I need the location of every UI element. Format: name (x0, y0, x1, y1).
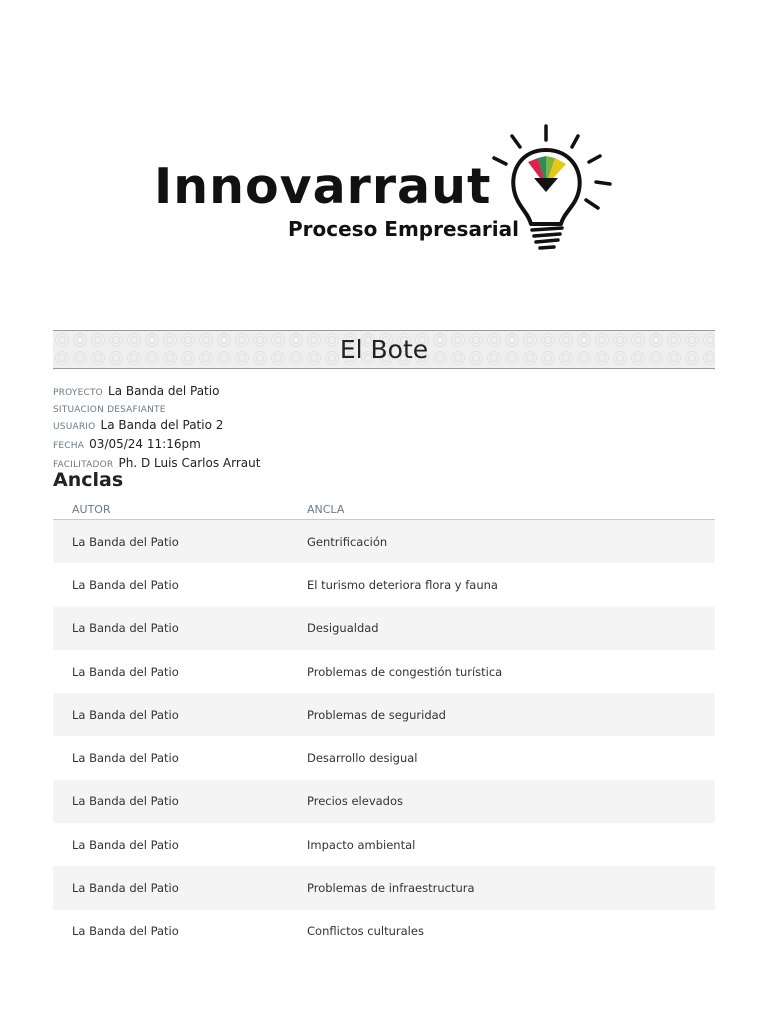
meta-label: FECHA (53, 441, 85, 451)
table-row (53, 736, 715, 779)
meta-label: PROYECTO (53, 388, 103, 398)
cell-autor: La Banda del Patio (53, 563, 307, 606)
table-row (53, 866, 715, 909)
meta-value: Ph. D Luis Carlos Arraut (118, 456, 261, 470)
cell-ancla: Problemas de congestión turística (307, 650, 715, 693)
cell-autor: La Banda del Patio (53, 866, 307, 909)
cell-ancla: Problemas de seguridad (307, 693, 715, 736)
lightbulb-icon (488, 120, 618, 255)
logo-tagline: Proceso Empresarial (288, 217, 520, 241)
table-row (53, 693, 715, 736)
cell-autor: La Banda del Patio (53, 693, 307, 736)
cell-autor: La Banda del Patio (53, 607, 307, 650)
meta-info (53, 382, 260, 473)
cell-ancla: El turismo deteriora flora y fauna (307, 563, 715, 606)
section-title: Anclas (53, 469, 124, 491)
table-header-row (53, 499, 715, 520)
cell-ancla: Problemas de infraestructura (307, 866, 715, 909)
meta-value: 03/05/24 11:16pm (89, 437, 201, 451)
meta-situacion (53, 401, 260, 416)
page-title: El Bote (339, 335, 429, 364)
cell-autor: La Banda del Patio (53, 650, 307, 693)
cell-ancla: Gentrificación (307, 520, 715, 564)
meta-label: SITUACION DESAFIANTE (53, 405, 166, 415)
cell-autor: La Banda del Patio (53, 736, 307, 779)
meta-value: La Banda del Patio (108, 384, 220, 398)
table-row (53, 823, 715, 866)
cell-autor: La Banda del Patio (53, 823, 307, 866)
anchors-table (53, 499, 715, 953)
cell-ancla: Impacto ambiental (307, 823, 715, 866)
meta-value: La Banda del Patio 2 (100, 418, 224, 432)
meta-proyecto (53, 382, 260, 401)
cell-ancla: Desarrollo desigual (307, 736, 715, 779)
table-row (53, 910, 715, 953)
table-row (53, 520, 715, 564)
cell-autor: La Banda del Patio (53, 910, 307, 953)
column-header-autor: AUTOR (53, 499, 307, 520)
meta-fecha (53, 435, 260, 454)
table-row (53, 650, 715, 693)
title-banner (53, 330, 715, 369)
meta-label: USUARIO (53, 422, 96, 432)
brand-logo (150, 120, 620, 260)
table-row (53, 607, 715, 650)
logo-brand-name: Innovarraut (154, 158, 492, 215)
table-row (53, 780, 715, 823)
cell-ancla: Desigualdad (307, 607, 715, 650)
cell-autor: La Banda del Patio (53, 520, 307, 564)
table-row (53, 563, 715, 606)
meta-label: FACILITADOR (53, 460, 114, 470)
column-header-ancla: ANCLA (307, 499, 715, 520)
cell-autor: La Banda del Patio (53, 780, 307, 823)
cell-ancla: Precios elevados (307, 780, 715, 823)
cell-ancla: Conflictos culturales (307, 910, 715, 953)
